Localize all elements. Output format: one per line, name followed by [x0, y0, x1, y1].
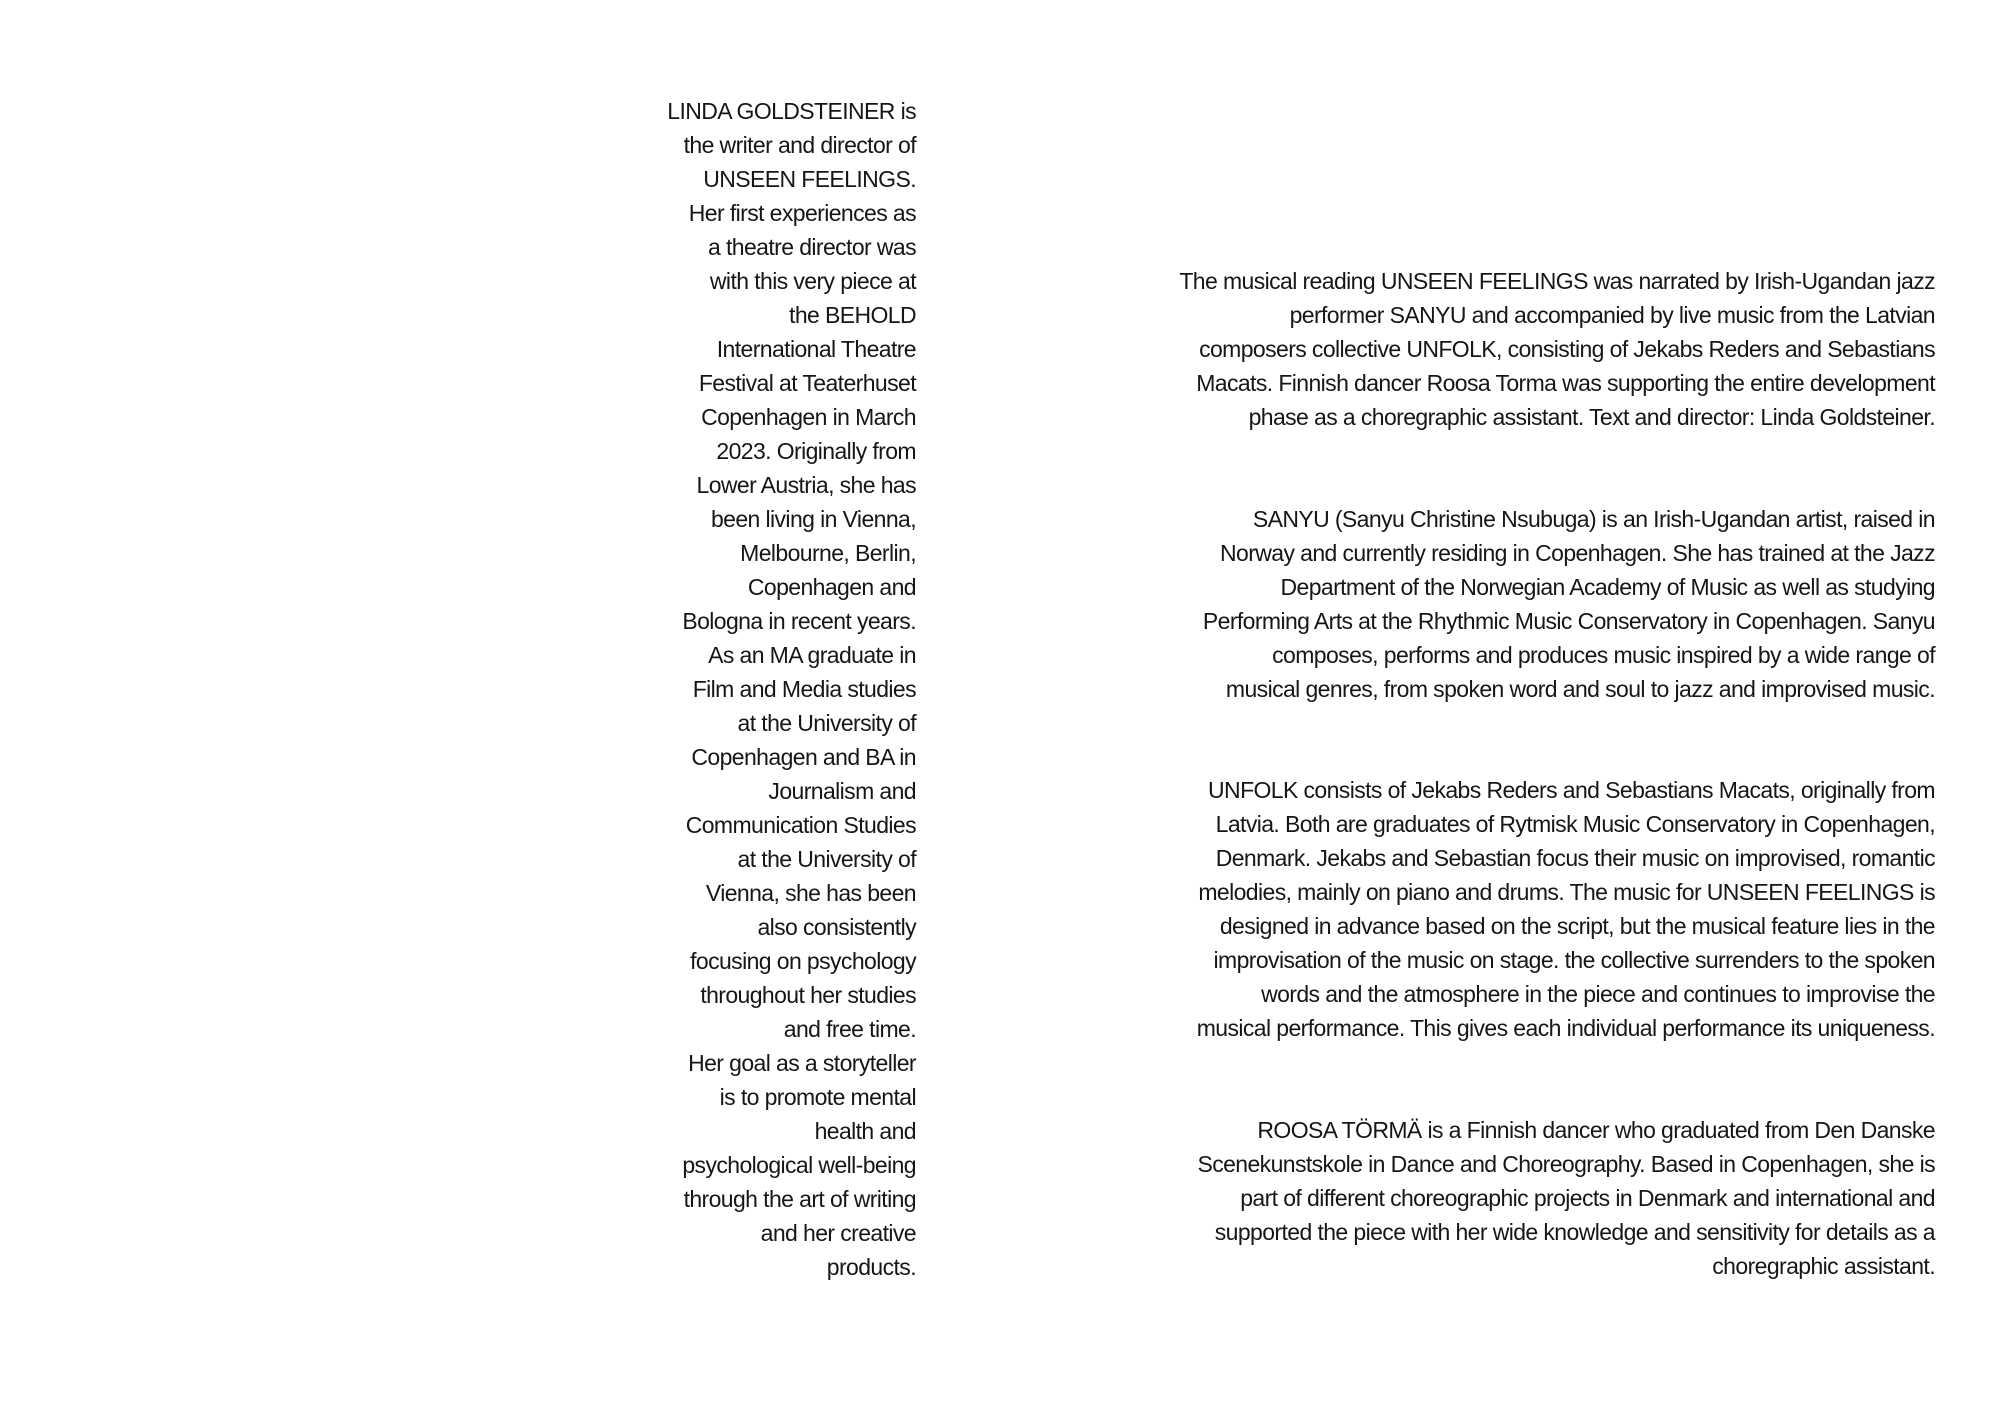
paragraph-unfolk: [1135, 773, 1935, 1045]
paragraph-roosa-torma: [1135, 1113, 1935, 1283]
paragraph-line: Department of the Norwegian Academy of Music as well as studying: [1280, 574, 1935, 600]
bio-line: Lower Austria, she has: [696, 472, 916, 498]
paragraph-line: Latvia. Both are graduates of Rytmisk Music Conservatory in Copenhagen,: [1215, 811, 1935, 837]
paragraph-line: phase as a choregraphic assistant. Text and director: Linda Goldsteiner.: [1248, 404, 1935, 430]
bio-line: Journalism and: [768, 778, 916, 804]
paragraph-line: UNFOLK consists of Jekabs Reders and Sebastians Macats, originally from: [1208, 777, 1935, 803]
paragraph-line: The musical reading UNSEEN FEELINGS was narrated by Irish-Ugandan jazz: [1179, 268, 1935, 294]
paragraph-musical-reading: [1135, 264, 1935, 434]
bio-line: As an MA graduate in: [708, 642, 916, 668]
bio-line: health and: [814, 1118, 916, 1144]
bio-line: throughout her studies: [700, 982, 916, 1008]
bio-line: a theatre director was: [708, 234, 916, 260]
bio-line: focusing on psychology: [690, 948, 916, 974]
bio-line: Her goal as a storyteller: [688, 1050, 916, 1076]
bio-linda-goldsteiner: [640, 94, 916, 1284]
paragraph-line: performer SANYU and accompanied by live music from the Latvian: [1289, 302, 1935, 328]
paragraph-line: designed in advance based on the script, but the musical feature lies in the: [1219, 913, 1935, 939]
bio-line: LINDA GOLDSTEINER is: [667, 98, 916, 124]
bio-line: Vienna, she has been: [705, 880, 916, 906]
paragraph-line: part of different choreographic projects in Denmark and international and: [1240, 1185, 1935, 1211]
paragraph-line: supported the piece with her wide knowledge and sensitivity for details as a: [1214, 1219, 1935, 1245]
paragraph-line: Denmark. Jekabs and Sebastian focus their music on improvised, romantic: [1215, 845, 1935, 871]
bio-line: the writer and director of: [683, 132, 916, 158]
paragraph-line: improvisation of the music on stage. the collective surrenders to the spoken: [1213, 947, 1935, 973]
bio-line: also consistently: [757, 914, 916, 940]
paragraph-line: ROOSA TÖRMÄ is a Finnish dancer who graduated from Den Danske: [1257, 1117, 1935, 1143]
bio-line: Bologna in recent years.: [682, 608, 916, 634]
bio-line: and her creative: [760, 1220, 916, 1246]
paragraph-line: melodies, mainly on piano and drums. The music for UNSEEN FEELINGS is: [1198, 879, 1935, 905]
bio-line: Her first experiences as: [688, 200, 916, 226]
paragraph-line: musical genres, from spoken word and soul to jazz and improvised music.: [1225, 676, 1935, 702]
bio-line: Copenhagen in March: [701, 404, 916, 430]
paragraph-line: SANYU (Sanyu Christine Nsubuga) is an Irish-Ugandan artist, raised in: [1252, 506, 1935, 532]
bio-line: UNSEEN FEELINGS.: [703, 166, 916, 192]
bio-line: Copenhagen and BA in: [691, 744, 916, 770]
bio-line: been living in Vienna,: [710, 506, 916, 532]
paragraph-sanyu: [1135, 502, 1935, 706]
bio-line: at the University of: [737, 710, 916, 736]
paragraph-line: Performing Arts at the Rhythmic Music Conservatory in Copenhagen. Sanyu: [1202, 608, 1935, 634]
bio-line: with this very piece at: [709, 268, 916, 294]
paragraph-line: Macats. Finnish dancer Roosa Torma was supporting the entire development: [1196, 370, 1935, 396]
bio-line: at the University of: [737, 846, 916, 872]
paragraph-line: Norway and currently residing in Copenhagen. She has trained at the Jazz: [1220, 540, 1935, 566]
bio-line: through the art of writing: [683, 1186, 916, 1212]
paragraph-line: musical performance. This gives each individual performance its uniqueness.: [1196, 1015, 1935, 1041]
bio-line: Communication Studies: [685, 812, 916, 838]
bio-line: the BEHOLD: [789, 302, 916, 328]
paragraph-line: composes, performs and produces music inspired by a wide range of: [1272, 642, 1935, 668]
bio-line: Melbourne, Berlin,: [740, 540, 916, 566]
paragraph-line: composers collective UNFOLK, consisting of Jekabs Reders and Sebastians: [1199, 336, 1935, 362]
bio-line: psychological well-being: [682, 1152, 916, 1178]
bio-line: Copenhagen and: [747, 574, 916, 600]
bio-line: Festival at Teaterhuset: [698, 370, 916, 396]
paragraph-line: words and the atmosphere in the piece and continues to improvise the: [1261, 981, 1935, 1007]
bio-line: is to promote mental: [719, 1084, 916, 1110]
bio-line: products.: [826, 1254, 916, 1280]
paragraph-line: choregraphic assistant.: [1712, 1253, 1935, 1279]
bio-line: International Theatre: [716, 336, 916, 362]
paragraph-line: Scenekunstskole in Dance and Choreography. Based in Copenhagen, she is: [1197, 1151, 1935, 1177]
bio-line: Film and Media studies: [692, 676, 916, 702]
bio-line: and free time.: [783, 1016, 916, 1042]
bio-line: 2023. Originally from: [716, 438, 916, 464]
